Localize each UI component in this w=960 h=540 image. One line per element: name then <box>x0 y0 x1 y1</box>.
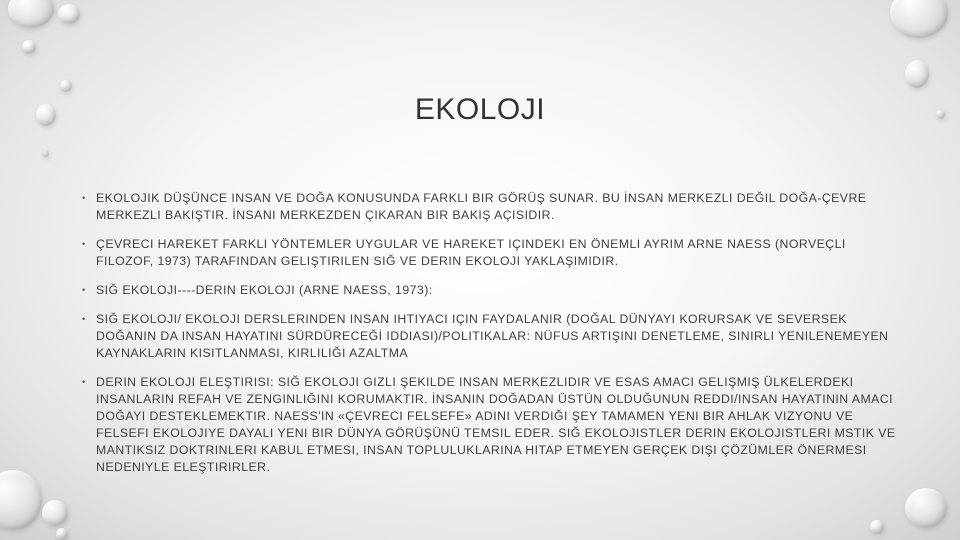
bullet-item <box>80 282 900 299</box>
water-drop-decoration <box>42 500 68 526</box>
bullet-icon: • <box>82 314 86 324</box>
bullet-item <box>80 311 900 362</box>
bullet-text: DERIN EKOLOJI ELEŞTIRISI: SIĞ EKOLOJI GIZLI ŞEKILDE INSAN MERKEZLIDIR VE ESAS AMACI GELIŞMIŞ ÜLKELERDEKI INSANLARIN REFAH VE ZENGINLIĞINI KORUMAKTIR. İNSANIN DOĞADAN ÜSTÜN OLDUĞUNUN REDDI/INSAN HAYATININ AMACI DOĞAYI DESTEKLEMEKTIR. NAESS'IN «ÇEVRECI FELSEFE» ADINI VERDIĞI ŞEY TAMAMEN YENI BIR AHLAK VIZYONU VE FELSEFI EKOLOJIYE DAYALI YENI BIR DÜNYA GÖRÜŞÜNÜ TEMSIL EDER. SIĞ EKOLOJISTLER DERIN EKOLOJISTLERI MSTIK VE MANTIKSIZ DOKTRINLERI KABUL ETMESI, INSAN TOPLULUKLARINA HITAP ETMEYEN GERÇEK DIŞI ÇÖZÜMLER ÖNERMESI NEDENIYLE ELEŞTIRIRLER. <box>96 375 896 474</box>
water-drop-decoration <box>42 150 49 157</box>
bullet-icon: • <box>82 239 86 249</box>
water-drop-decoration <box>60 80 72 92</box>
water-drop-decoration <box>936 110 945 119</box>
water-drop-decoration <box>905 488 947 528</box>
bullet-icon: • <box>82 193 86 203</box>
bullet-text: SIĞ EKOLOJI/ EKOLOJI DERSLERINDEN INSAN IHTIYACI IÇIN FAYDALANIR (DOĞAL DÜNYAYI KORURSAK VE SEVERSEK DOĞANIN DA INSAN HAYATINI SÜRDÜRECEĞİ IDDIASI)/POLITIKALAR: NÜFUS ARTIŞINI DENETLEME, SINIRLI YENILENEMEYEN KAYNAKLARIN KISITLANMASI, KIRLILIĞI AZALTMA <box>96 312 889 360</box>
bullet-text: EKOLOJIK DÜŞÜNCE INSAN VE DOĞA KONUSUNDA FARKLI BIR GÖRÜŞ SUNAR. BU İNSAN MERKEZLI DEĞIL DOĞA-ÇEVRE MERKEZLI BAKIŞTIR. İNSANI MERKEZDEN ÇIKARAN BIR BAKIŞ AÇISIDIR. <box>96 191 867 222</box>
bullet-text: ÇEVRECI HAREKET FARKLI YÖNTEMLER UYGULAR VE HAREKET IÇINDEKI EN ÖNEMLI AYRIM ARNE NAESS (NORVEÇLI FILOZOF, 1973) TARAFINDAN GELIŞTIRILEN SIĞ VE DERIN EKOLOJI YAKLAŞIMIDIR. <box>96 237 846 268</box>
water-drop-decoration <box>58 4 80 24</box>
bullet-item <box>80 374 900 476</box>
water-drop-decoration <box>890 0 948 38</box>
bullet-item <box>80 236 900 270</box>
water-drop-decoration <box>56 528 68 540</box>
water-drop-decoration <box>870 520 884 534</box>
bullet-item <box>80 190 900 224</box>
bullet-list <box>80 190 900 488</box>
bullet-icon: • <box>82 377 86 387</box>
bullet-icon: • <box>82 285 86 295</box>
water-drop-decoration <box>8 0 54 28</box>
water-drop-decoration <box>36 104 56 126</box>
bullet-text: SIĞ EKOLOJI----DERIN EKOLOJI (ARNE NAESS, 1973): <box>96 283 433 297</box>
water-drop-decoration <box>0 470 42 530</box>
slide-title: EKOLOJI <box>414 93 546 126</box>
water-drop-decoration <box>905 60 929 88</box>
water-drop-decoration <box>22 40 36 54</box>
